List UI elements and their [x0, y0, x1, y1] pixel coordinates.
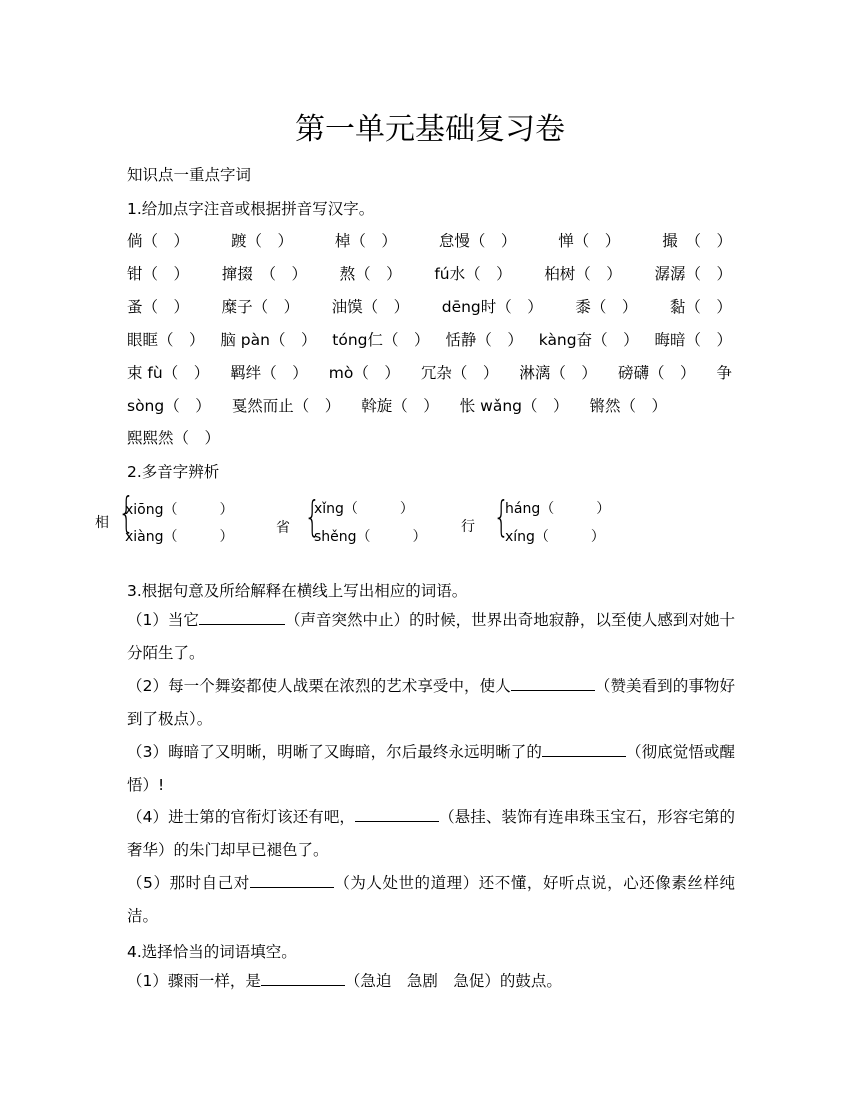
q1-item: 怅 wǎng（ ）: [459, 397, 569, 415]
page-title: 第一单元基础复习卷: [295, 112, 565, 147]
q1-item: kàng奋（ ）: [538, 331, 639, 349]
q1-item: 斡旋（ ）: [361, 397, 439, 415]
q1-item: 戛然而止（ ）: [231, 397, 341, 415]
polyphone-reading: xíng（ ）: [505, 529, 605, 545]
q3-item-5: （5）那时自己对 （为人处世的道理）还不懂，好听点说，心还像素丝样纯洁。: [127, 867, 735, 933]
q1-item: 撮 （ ）: [662, 232, 732, 250]
section-heading: 知识点一重点字词: [127, 166, 252, 184]
brace-icon: {: [118, 488, 135, 537]
answer-blank[interactable]: [542, 740, 626, 757]
question-3-heading: 3.根据句意及所给解释在横线上写出相应的词语。: [127, 582, 468, 600]
q1-row: [127, 262, 732, 284]
q1-item: 熬（ ）: [339, 265, 402, 283]
polyphone-char: 相: [95, 515, 109, 531]
q1-item: 桕树（ ）: [544, 265, 622, 283]
q3-item-2: （2）每一个舞姿都使人战栗在浓烈的艺术享受中，使人 （赞美看到的事物好到了极点）。: [127, 670, 735, 736]
answer-blank[interactable]: [250, 871, 334, 888]
question-4-heading: 4.选择恰当的词语填空。: [127, 943, 297, 961]
q1-item: 羁绊（ ）: [230, 364, 308, 382]
q1-item: 黍（ ）: [575, 298, 638, 316]
polyphone-char: 行: [461, 519, 475, 535]
polyphone-char: 省: [276, 520, 290, 536]
q1-item: 油馍（ ）: [331, 298, 410, 316]
q1-item: 倘（ ）: [127, 232, 190, 250]
q3-item-1: （1）当它 （声音突然中止）的时候，世界出奇地寂静，以至使人感到对她十分陌生了。: [127, 604, 735, 670]
q1-item: dēng时（ ）: [441, 298, 543, 316]
q1-row: [127, 394, 667, 416]
polyphone-reading: xiōng（ ）: [125, 502, 234, 518]
q1-item: 黏（ ）: [669, 298, 732, 316]
q1-item: 脑 pàn（ ）: [220, 331, 317, 349]
q1-row: [127, 361, 732, 383]
polyphone-reading: shěng（ ）: [314, 529, 427, 545]
q1-item: 束 fù（ ）: [127, 364, 210, 382]
brace-icon: {: [493, 492, 510, 541]
polyphone-reading: xǐng（ ）: [314, 501, 414, 517]
q1-item: 恬静（ ）: [445, 331, 523, 349]
q1-item: tóng仁（ ）: [332, 331, 430, 349]
q1-item: 钳（ ）: [127, 265, 190, 283]
q1-item: 淋漓（ ）: [519, 364, 597, 382]
answer-blank[interactable]: [511, 674, 595, 691]
q1-item: 眼眶（ ）: [127, 331, 205, 349]
q1-item: 冗杂（ ）: [420, 364, 499, 382]
q1-item: 踱（ ）: [230, 232, 293, 250]
q3-item-3: （3）晦暗了又明晰，明晰了又晦暗，尔后最终永远明晰了的 （彻底觉悟或醒悟）!: [127, 736, 735, 802]
q1-item: fú水（ ）: [434, 265, 512, 283]
q1-item: 晦暗（ ）: [654, 331, 732, 349]
q1-item: 怠慢（ ）: [438, 232, 517, 250]
q1-item: 磅礴（ ）: [617, 364, 696, 382]
question-2-heading: 2.多音字辨析: [127, 463, 220, 481]
q1-item: 蚤（ ）: [127, 298, 190, 316]
answer-blank[interactable]: [261, 969, 345, 986]
q1-row: [127, 229, 732, 251]
q3-item-4: （4）进士第的官衔灯该还有吧， （悬挂、装饰有连串珠玉宝石，形容宅第的奢华）的朱门却早已褪色了。: [127, 801, 735, 867]
q4-item-1: （1）骤雨一样，是 （急迫 急剧 急促）的鼓点。: [127, 965, 735, 998]
q1-row: [127, 328, 732, 350]
q1-item: mò（ ）: [328, 364, 400, 382]
q1-item: sòng（ ）: [127, 397, 211, 415]
q1-item: 棹（ ）: [334, 232, 397, 250]
q1-item: 锵然（ ）: [589, 397, 667, 415]
q1-item: 潺潺（ ）: [654, 265, 732, 283]
brace-icon: {: [304, 492, 321, 541]
question-1-heading: 1.给加点字注音或根据拼音写汉字。: [127, 200, 375, 218]
q1-item: 撺掇 （ ）: [221, 265, 307, 283]
answer-blank[interactable]: [355, 805, 439, 822]
q1-item: 熙熙然（ ）: [127, 429, 221, 447]
polyphone-reading: xiàng（ ）: [125, 529, 234, 545]
q1-item: 争: [716, 364, 732, 382]
q1-row: [127, 295, 732, 317]
q1-item: 糜子（ ）: [221, 298, 300, 316]
q1-item: 惮（ ）: [558, 232, 621, 250]
polyphone-reading: háng（ ）: [505, 501, 611, 517]
answer-blank[interactable]: [199, 608, 285, 625]
